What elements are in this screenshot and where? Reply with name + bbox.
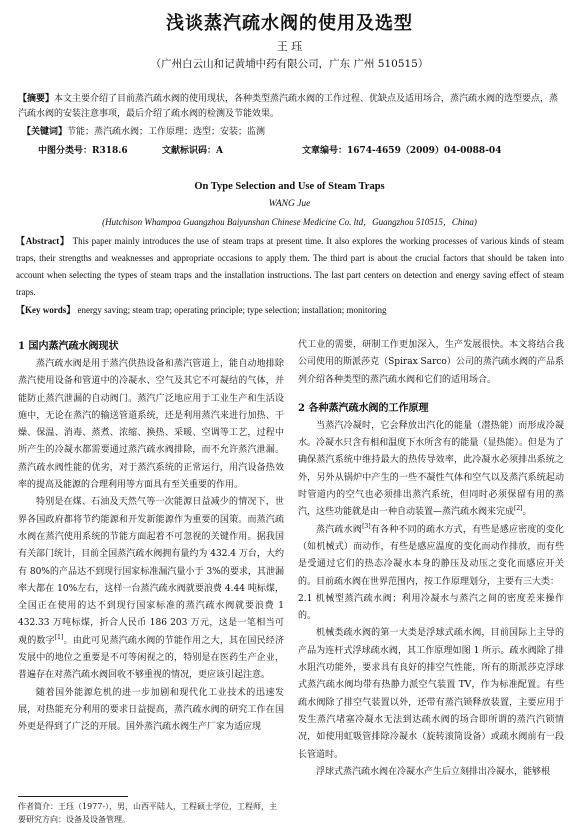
author-affiliation: （广州白云山和记黄埔中药有限公司，广东 广州 510515） xyxy=(150,58,429,70)
author-bio-footnote: 作者简介：王珏（1977-），男，山西平陆人，工程硕士学位，工程师，主要研究方向：设备及设备管理。 xyxy=(18,802,278,824)
article-number: 文章编号：1674-4659（2009）04-0088-04 xyxy=(302,146,502,156)
section-2-paragraph-2-start: 蒸汽疏水阀 xyxy=(316,524,363,535)
abstract-text-cn: 本文主要介绍了目前蒸汽疏水阀的使用现状，各种类型蒸汽疏水阀的工作过程、优缺点及适用场合，蒸汽疏水阀的选型要点，蒸汽疏水阀的安装注意事项，最后介绍了疏水阀的检测及节能效果。 xyxy=(18,94,559,119)
author-name: 王 珏 xyxy=(276,40,303,53)
section-1-paragraph-2-end: 。由此可见蒸汽疏水阀的节能作用之大，其在国民经济发展中的地位之重要是不可等闲视之的，特别是在医药生产企业，普遍存在对蒸汽疏水阀回收不够重视的情况，更应该引起注意。 xyxy=(18,635,284,681)
section-2-paragraph-1-end: 。 xyxy=(522,507,532,518)
english-author: WANG Jue xyxy=(268,199,311,209)
english-affiliation: (Hutchison Whampoa Guangzhou Baiyunshan Chinese Medicine Co. ltd，Guangzhou 510515，China) xyxy=(102,217,477,227)
chinese-keywords xyxy=(22,124,562,137)
document-code: 文献标识码：A xyxy=(162,146,223,156)
keywords-label-cn: 【关键词】 xyxy=(22,127,68,137)
citation-ref-2: [2] xyxy=(514,505,523,513)
left-column xyxy=(18,337,284,737)
english-keywords xyxy=(16,303,564,316)
footnote-divider xyxy=(18,796,128,797)
section-1-paragraph-2-text: 特别是在煤、石油及天然气等一次能源日益减少的情况下，世界各国政府都将节约能源和开发新能源作为重要的国策。而蒸汽疏水阀在蒸汽使用系统的节能方面起着不可忽视的关键作用。据我国有关部门统计，目前全国蒸汽疏水阀拥有量约为 432.4 万台，大约有 80%的产品达不到现行国家标准漏汽量小于 3%的要求，其泄漏率大都在 10%左右，这样一台蒸汽疏水阀就要浪费 4.44 吨标煤，全国正在使用的达不到现行国家标准的蒸汽疏水阀就要浪费 1 432.33 万吨标煤，折合人民币 186 203 万元，这是一笔相当可观的数字 xyxy=(18,497,284,646)
continued-paragraph: 代工业的需要，研制工作更加深入，生产发展很快。本文将结合我公司使用的斯派莎克（Spirax Sarco）公司的蒸汽疏水阀的产品系列介绍各种类型的蒸汽疏水阀和它们的适用场合。 xyxy=(298,340,564,385)
section-2-paragraph-1-text: 当蒸汽冷凝时，它会释放出汽化的能量（潜热能）而形成冷凝水。冷凝水只含有相和温度下水所含有的能量（显热能）。但是为了确保蒸汽系统中维持最大的热传导效率，此冷凝水必须排出系统之外，另外从锅炉中产生的一些不凝性气体和空气以及蒸汽系统起动时管道内的空气也必须排出蒸汽系统，但同时必须保留有用的蒸汽，这些功能就是由一种自动装置—蒸汽疏水阀来完成 xyxy=(298,420,564,518)
abstract-label-en: 【Abstract】 xyxy=(16,236,70,246)
section-1-paragraph-3: 随着国外能源危机的进一步加剧和现代化工业技术的迅速发展，对热能充分利用的要求日益提高，蒸汽疏水阀的研究工作在国外更是得到了广泛的开展。国外蒸汽疏水阀生产厂家为适应现 xyxy=(18,687,284,733)
english-abstract xyxy=(16,233,564,301)
section-2-paragraph-1 xyxy=(298,418,564,522)
keywords-label-en: 【Key words】 xyxy=(16,305,76,315)
section-2-paragraph-2-text: 有各种不同的疏水方式，有些是感应密度的变化（如机械式）而动作，有些是感应温度的变化而动作排放，而有些是受通过它们的热态冷凝水本身的静压及动压之变化而感应开关的。目前疏水阀在世界范围内，按工作原理划分，主要有三大类： xyxy=(298,524,564,587)
section-2-paragraph-3: 机械类疏水阀的第一大类是浮球式疏水阀，目前国际上主导的产品为连杆式浮球疏水阀，其工作原理如图 1 所示。疏水阀除了排水阻汽功能外，要求具有良好的排空气性能，所有的斯派莎克浮球式蒸汽疏水阀均带有热静力派空气装置 TV，作为标准配置。有些疏水阀除了排空气装置以外，还带有蒸汽锁释放装置，主要应用于发生蒸汽堵塞冷凝水无法到达疏水阀的场合即所谓的蒸汽汽锁情况，如使用虹吸管排除冷凝水（旋转滚筒设备）或疏水阀前有一段长管道时。 xyxy=(298,628,564,760)
citation-ref-1: [1] xyxy=(54,633,64,641)
section-1-heading: 1 国内蒸汽疏水阀现状 xyxy=(18,341,119,352)
chinese-abstract xyxy=(18,92,563,122)
section-1-paragraph-2 xyxy=(18,494,284,684)
abstract-label-cn: 【摘要】 xyxy=(18,94,55,104)
section-1-paragraph-1: 蒸汽疏水阀是用于蒸汽供热设备和蒸汽管道上，能自动地排除蒸汽使用设备和管道中的冷凝水、空气及其它不可凝结的气体，并能防止蒸汽泄漏的自动阀门。蒸汽广泛地应用于工业生产和生活设施中，无论在蒸汽的输送管道系统，还是利用蒸汽来进行加热、干燥、保温、消毒、蒸煮、浓缩、换热、采暖、空调等工艺，过程中所产生的冷凝水都需要通过蒸汽疏水阀排除，而不允许蒸汽泄漏。蒸汽疏水阀性能的优劣，对于蒸汽系统的正常运行，用汽设备热效率的提高及能源的合理利用等方面具有至关重要的作用。 xyxy=(18,359,284,491)
section-2-heading: 2 各种蒸汽疏水阀的工作原理 xyxy=(298,402,429,414)
citation-ref-3: [3] xyxy=(362,522,371,530)
abstract-text-en: This paper mainly introduces the use of steam traps at present time. It also explores the working processes of various kinds of steam traps, their strengths and weaknesses and appropriate occasions to apply them. The third part is about the crucial factors that should be taken into account when selecting the types of steam traps and the installation instructions. The last part centers on detection and energy saving effect of steam traps. xyxy=(16,236,564,297)
section-2-paragraph-4: 浮球式蒸汽疏水阀在冷凝水产生后立刻排出冷凝水，能够根 xyxy=(316,766,551,777)
keywords-text-en: energy saving; steam trap; operating principle; type selection; installation; monitoring xyxy=(77,305,387,315)
english-title: On Type Selection and Use of Steam Traps xyxy=(194,181,385,192)
keywords-text-cn: 节能；蒸汽疏水阀；工作原理；选型；安装；监测 xyxy=(67,127,266,137)
paper-title: 浅谈蒸汽疏水阀的使用及选型 xyxy=(166,13,413,34)
section-2-paragraph-2 xyxy=(298,522,564,591)
right-column xyxy=(298,337,564,781)
clc-number: 中图分类号：R318.6 xyxy=(38,146,128,156)
subsection-2-1-heading: 2.1 机械型蒸汽疏水阀；利用冷凝水与蒸汽之间的密度差来操作的。 xyxy=(298,593,564,622)
